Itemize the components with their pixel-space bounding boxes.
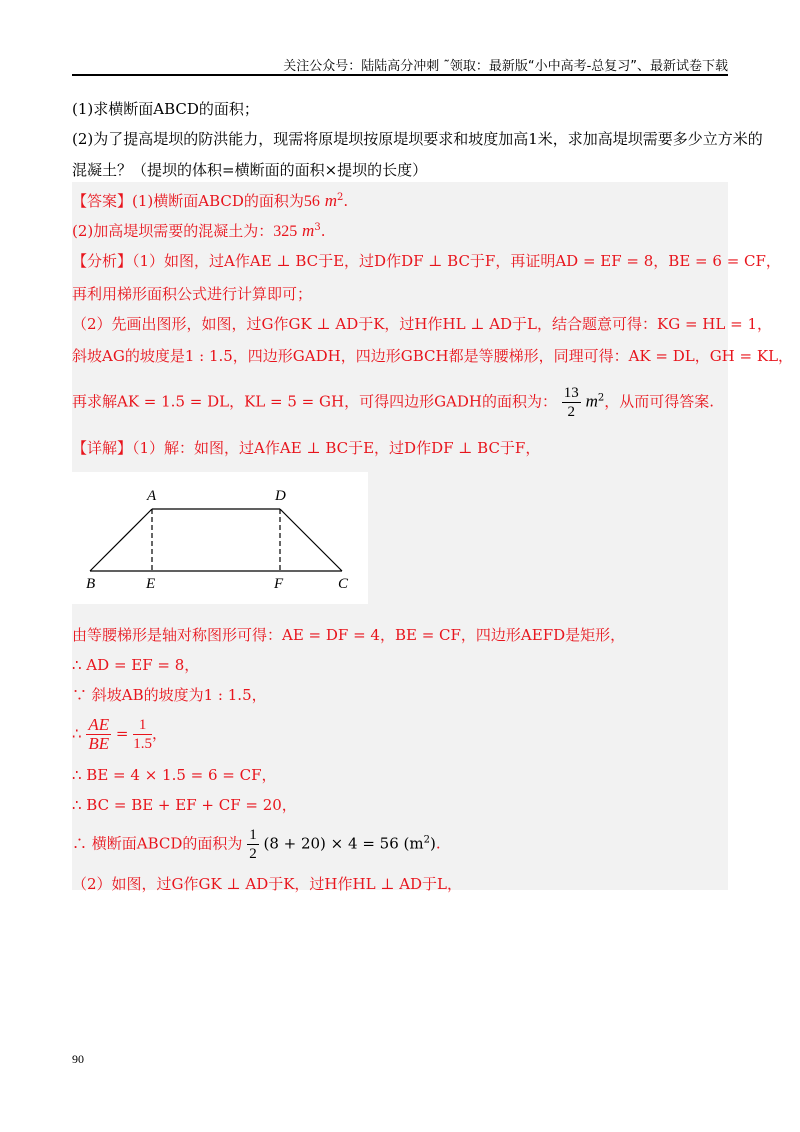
answer-2-exponent: 3 [314, 222, 321, 233]
fraction-1: 1 [133, 716, 152, 735]
question-2-line-1: (2)为了提高堤坝的防洪能力，现需将原堤坝按原堤坝要求和坡度加高1米，求加高堤坝需要多少立方米的 [72, 130, 763, 148]
area-exponent: 2 [423, 834, 430, 846]
analysis-line-5 [72, 384, 714, 421]
answer-2-unit: m [302, 221, 315, 240]
analysis-exponent: 2 [597, 392, 605, 404]
detail-label: 【详解】 [72, 439, 133, 457]
detail-step-4 [72, 716, 167, 753]
side-dc [280, 509, 342, 571]
therefore-symbol: ∴ [72, 724, 82, 743]
detail-step-7-tail: . [435, 834, 441, 853]
page-number: 90 [72, 1052, 84, 1066]
fraction-be: BE [88, 734, 110, 753]
trapezoid-diagram [72, 474, 368, 604]
analysis-line-2: 再利用梯形面积公式进行计算即可； [72, 285, 313, 303]
detail-text-1: （1）解：如图，过A作AE ⊥ BC于E，过D作DF ⊥ BC于F， [132, 439, 541, 457]
label-e: E [146, 576, 156, 592]
fraction-ae: AE [88, 715, 110, 734]
label-d: D [275, 488, 286, 504]
analysis-line-4: 斜坡AG的坡度是1 : 1.5，四边形GADH，四边形GBCH都是等腰梯形，同理可得：AK = DL，GH = KL， [72, 347, 794, 365]
detail-step-4-tail: ， [152, 724, 168, 743]
trapezoid-svg [72, 474, 368, 604]
answer-1-exponent: 2 [336, 192, 344, 203]
answer-1-text: (1)横断面ABCD的面积为 [132, 192, 304, 210]
solution-background-side [368, 472, 728, 604]
question-1: (1)求横断面ABCD的面积； [72, 100, 259, 118]
answer-1-value: 56 [303, 193, 320, 210]
answer-label: 【答案】 [72, 192, 133, 210]
analysis-label: 【分析】 [72, 252, 133, 270]
fraction-half-denominator: 2 [249, 846, 257, 862]
label-a: A [147, 488, 157, 504]
answer-1-unit: m [324, 191, 337, 210]
detail-step-7 [72, 826, 441, 863]
detail-step-7-pre: ∴ 横断面ABCD的面积为 [72, 834, 243, 853]
label-b: B [86, 576, 96, 592]
analysis-text-1: （1）如图，过A作AE ⊥ BC于E，过D作DF ⊥ BC于F，再证明AD = EF = 8，BE = 6 = CF， [132, 252, 781, 270]
label-c: C [338, 576, 349, 592]
analysis-unit: m [585, 391, 598, 411]
fraction-denominator: 2 [567, 404, 576, 420]
detail-step-8: （2）如图，过G作GK ⊥ AD于K，过H作HL ⊥ AD于L， [72, 875, 463, 893]
area-expression: (8 + 20) × 4 = 56 (m [263, 834, 424, 853]
analysis-text-5-post: ，从而可得答案. [604, 392, 714, 411]
answer-2-value: 325 [273, 223, 298, 240]
side-ab [90, 509, 152, 571]
fraction-numerator: 13 [563, 385, 579, 401]
fraction-1-over-2 [247, 826, 259, 863]
detail-line-1 [72, 437, 540, 458]
label-f: F [274, 576, 284, 592]
answer-line-2: (2)加高堤坝需要的混凝土为：325 $m^3$. [72, 221, 326, 240]
question-2-line-2: 混凝土？（提坝的体积=横断面的面积×提坝的长度） [72, 161, 428, 179]
detail-step-5: ∴ BE = 4 × 1.5 = 6 = CF， [72, 766, 277, 784]
analysis-text-5-pre: 再求解AK = 1.5 = DL，KL = 5 = GH，可得四边形GADH的面积为： [72, 392, 557, 411]
fraction-ae-over-be [86, 716, 111, 753]
fraction-1-over-1-5 [133, 716, 152, 753]
fraction-1-5: 1.5 [133, 736, 152, 752]
page-header: 关注公众号：陆陆高分冲刺 ˜领取：最新版“小中高考-总复习”、最新试卷下载 [283, 59, 728, 74]
detail-step-2: ∴ AD = EF = 8， [72, 656, 200, 674]
answer-2-text: (2)加高堤坝需要的混凝土为： [72, 222, 274, 240]
answer-line-1: 【答案】(1)横断面ABCD的面积为56 $m^2$. [72, 191, 349, 210]
fraction-13-over-2 [562, 384, 581, 421]
analysis-line-1 [72, 250, 781, 271]
detail-step-6: ∴ BC = BE + EF + CF = 20， [72, 796, 297, 814]
fraction-half-numerator: 1 [249, 827, 257, 843]
detail-step-1: 由等腰梯形是轴对称图形可得：AE = DF = 4，BE = CF，四边形AEFD是矩形， [72, 626, 626, 644]
area-close-paren: ) [429, 834, 436, 853]
analysis-line-3: （2）先画出图形，如图，过G作GK ⊥ AD于K，过H作HL ⊥ AD于L，结合题意可得：KG = HL = 1， [72, 315, 772, 333]
equals-sign: = [115, 724, 129, 743]
detail-step-3: ∵ 斜坡AB的坡度为1 : 1.5， [72, 686, 267, 704]
header-rule [72, 74, 728, 76]
